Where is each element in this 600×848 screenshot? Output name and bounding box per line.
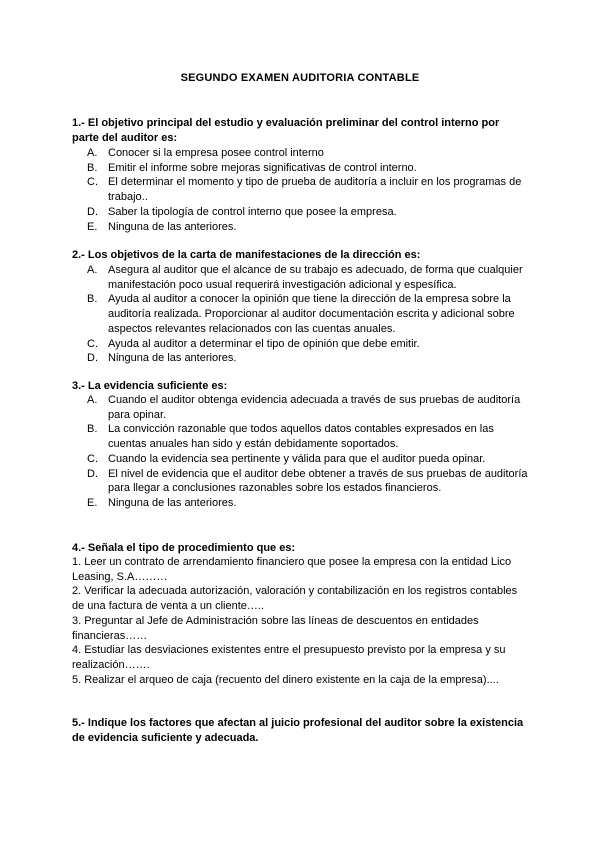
question-4-procedures <box>72 555 532 687</box>
procedure-item: 3. Preguntar al Jefe de Administración sobre las líneas de descuentos en entidades financieras…… <box>72 614 479 642</box>
option-item: D. Saber la tipología de control interno que posee la empresa. <box>87 205 397 218</box>
question-2-options <box>72 263 532 366</box>
question-1-options <box>72 146 532 234</box>
option-item: B. Emitir el informe sobre mejoras significativas de control interno. <box>87 161 417 174</box>
option-item: A. Asegura al auditor que el alcance de su trabajo es adecuado, de forma que cualquier manifestación poco usual requerirá investigación adicional y espesífica. <box>87 264 523 291</box>
option-item: E. Ninguna de las anteriores. <box>87 220 237 233</box>
question-4-heading: 4.- Señala el tipo de procedimiento que es: <box>72 542 296 554</box>
option-item: A. Conocer si la empresa posee control interno <box>87 147 324 159</box>
option-item: D. Ninguna de las anteriores. <box>87 352 237 365</box>
question-3-options <box>72 393 532 511</box>
option-item: C. Cuando la evidencia sea pertinente y válida para que el auditor pueda opinar. <box>87 452 486 465</box>
procedure-item: 1. Leer un contrato de arrendamiento financiero que posee la empresa con la entidad Lico Leasing, S.A……… <box>72 556 512 583</box>
question-2-heading: 2.- Los objetivos de la carta de manifestaciones de la dirección es: <box>72 249 421 261</box>
option-item: B. La convicción razonable que todos aquellos datos contables expresados en las cuentas anuales han sido y están debidamente soportados. <box>87 423 494 451</box>
procedure-item: 2. Verificar la adecuada autorización, valoración y contabilización en los registros contables de una factura de venta a un cliente….. <box>72 585 518 613</box>
option-item: B. Ayuda al auditor a conocer la opinión que tiene la dirección de la empresa sobre la auditoría realizada. Proporcionar al auditor documentación escrita y adicional sobre aspectos relevantes relacionados con las cuentas anuales. <box>87 293 515 335</box>
procedure-item: 4. Estudiar las desviaciones existentes entre el presupuesto previsto por la empresa y su realización……. <box>72 644 506 671</box>
procedure-item: 5. Realizar el arqueo de caja (recuento del dinero existente en la caja de la empresa).... <box>72 673 499 686</box>
option-item: E. Ninguna de las anteriores. <box>87 496 237 509</box>
question-3-heading: 3.- La evidencia suficiente es: <box>72 380 228 392</box>
option-item: C. Ayuda al auditor a determinar el tipo de opinión que debe emitir. <box>87 337 420 350</box>
question-5-heading: 5.- Indique los factores que afectan al juicio profesional del auditor sobre la existencia de evidencia suficiente y adecuada. <box>72 717 524 744</box>
document-title: SEGUNDO EXAMEN AUDITORIA CONTABLE <box>180 72 420 84</box>
option-item: D. El nivel de evidencia que el auditor debe obtener a través de sus pruebas de auditoría para llegar a conclusiones razonables sobre los estados financieros. <box>87 467 528 495</box>
option-item: C. El determinar el momento y tipo de prueba de auditoría a incluir en los programas de trabajo.. <box>87 176 522 204</box>
option-item: A. Cuando el auditor obtenga evidencia adecuada a través de sus pruebas de auditoría para opinar. <box>87 394 521 421</box>
question-1-heading: 1.- El objetivo principal del estudio y evaluación preliminar del control interno por parte del auditor es: <box>72 117 500 144</box>
